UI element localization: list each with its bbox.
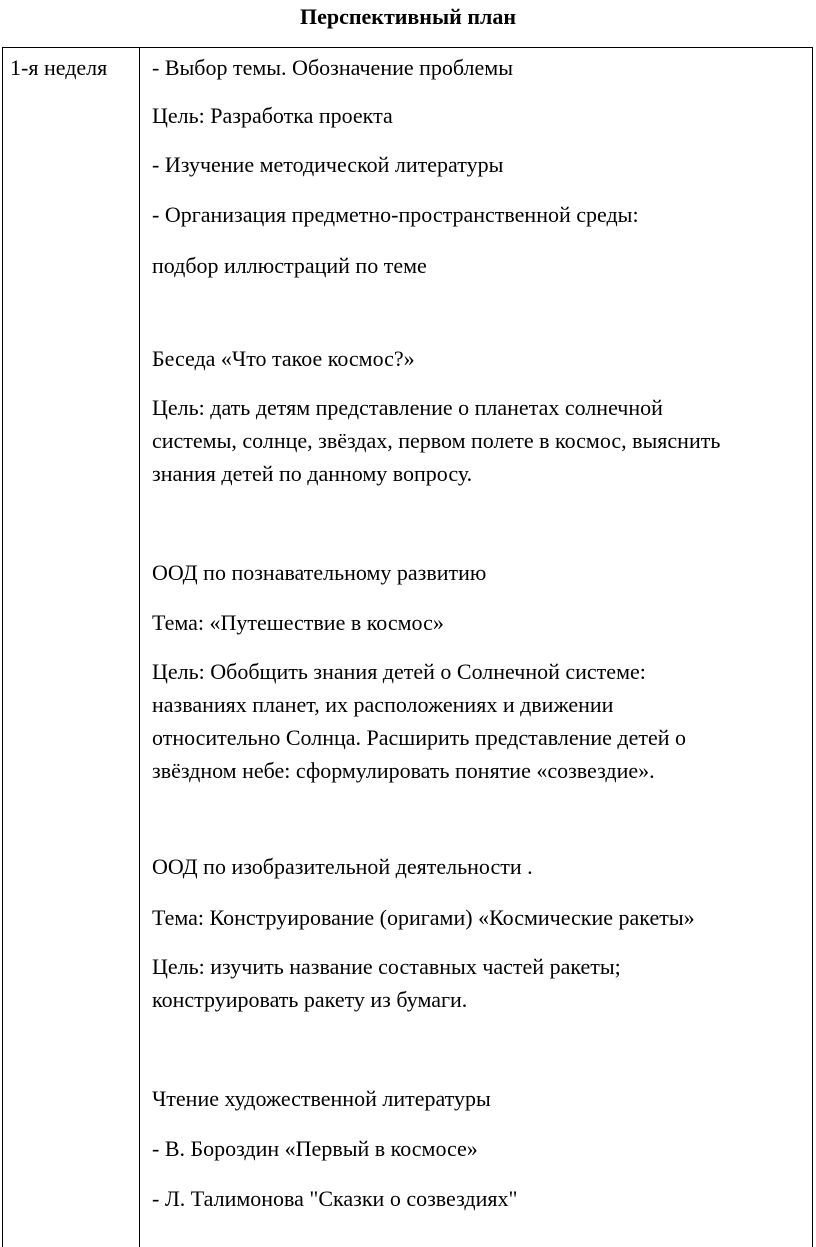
plan-line: конструировать ракету из бумаги. [152,987,468,1012]
plan-line: звёздном небе: сформулировать понятие «созвездие». [152,758,655,783]
plan-line: Цель: Разработка проекта [152,103,393,128]
plan-line: Чтение художественной литературы [152,1086,491,1111]
plan-line: Беседа «Что такое космос?» [152,346,415,371]
plan-line: Цель: Обобщить знания детей о Солнечной системе: [152,659,646,684]
plan-line: - Организация предметно-пространственной среды: [152,202,639,227]
plan-line: названиях планет, их расположениях и движении [152,692,614,717]
plan-line: - В. Бороздин «Первый в космосе» [152,1136,478,1161]
plan-line: относительно Солнца. Расширить представление детей о [152,725,687,750]
plan-line: системы, солнце, звёздах, первом полете в космос, выяснить [152,428,721,453]
page-title: Перспективный план [299,4,517,29]
plan-line: Тема: «Путешествие в космос» [152,610,444,635]
plan-line: - Л. Талимонова "Сказки о созвездиях" [152,1186,518,1211]
plan-line: ООД по изобразительной деятельности . [152,854,533,879]
plan-line: Цель: изучить название составных частей ракеты; [152,954,621,979]
week-cell: 1-я неделя [10,55,108,80]
column-divider [139,47,140,1247]
plan-line: - Выбор темы. Обозначение проблемы [152,55,513,80]
plan-line: подбор иллюстраций по теме [152,253,427,278]
plan-line: - Изучение методической литературы [152,152,504,177]
plan-line: Тема: Конструирование (оригами) «Космические ракеты» [152,905,695,930]
plan-line: знания детей по данному вопросу. [152,461,473,486]
plan-line: Цель: дать детям представление о планетах солнечной [152,395,663,420]
plan-line: ООД по познавательному развитию [152,560,487,585]
